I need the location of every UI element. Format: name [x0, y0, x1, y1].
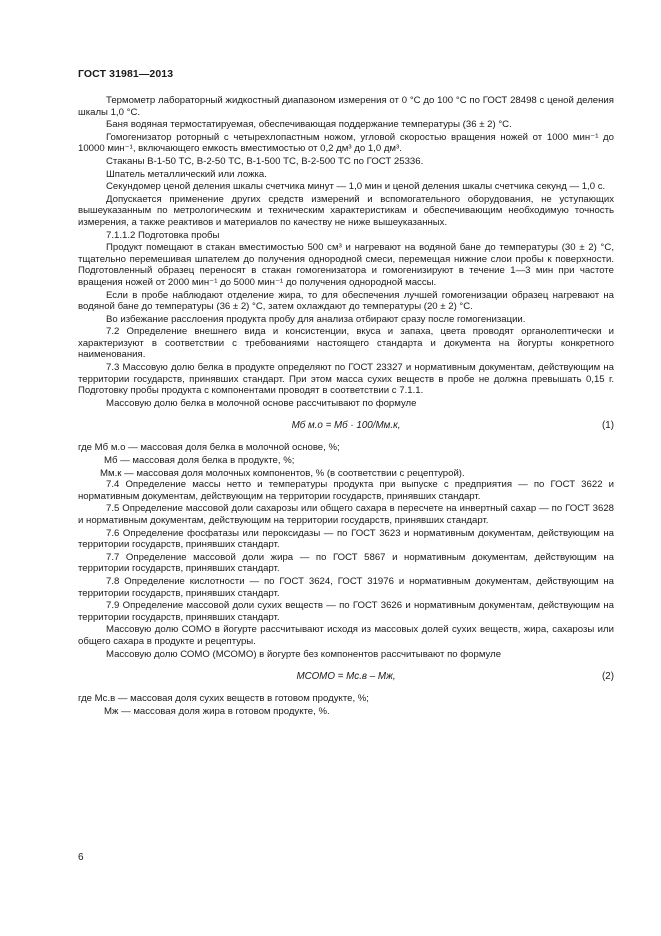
paragraph: 7.5 Определение массовой доли сахарозы или общего сахара в пересчете на инвертный сахар — по ГОСТ 3628 и нормативным документам, действующим на территории государств, принявших стандарт.	[78, 503, 614, 526]
paragraph: Массовую долю белка в молочной основе рассчитывают по формуле	[106, 397, 417, 409]
formula-2-expression: MСОМО = Mс.в – Mж,	[296, 671, 396, 683]
paragraph: 7.3 Массовую долю белка в продукте определяют по ГОСТ 23327 и нормативным документам, действующим на территории государств, принявших стандарт. При этом масса сухих веществ в пробе не должна превышать 0,15 г. Подготовку пробы продукта с компонентами проводят в соответствии с 7.1.1.	[78, 362, 614, 397]
formula-2-number: (2)	[602, 671, 614, 683]
formula-1-number: (1)	[602, 420, 614, 432]
legend-line: где Mс.в — массовая доля сухих веществ в готовом продукте, %;	[78, 693, 369, 705]
paragraph: Продукт помещают в стакан вместимостью 500 см³ и нагревают на водяной бане до температуры (30 ± 2) °С, тщательно перемешивая шпателем до получения однородной смеси, перемещая нижние слои пробы к поверхности. Подготовленный образец переносят в стакан гомогенизатора и гомогенизируют в течение 1—3 мин при частоте вращения ножей от 2000 мин⁻¹ до 5000 мин⁻¹ до получения однородной массы.	[78, 242, 614, 288]
paragraph: Если в пробе наблюдают отделение жира, то для обеспечения лучшей гомогенизации образец нагревают на водяной бане до температуры (36 ± 2) °С, затем охлаждают до температуры (20 ± 2) °С.	[78, 289, 614, 313]
paragraph: Баня водяная термостатируемая, обеспечивающая поддержание температуры (36 ± 2) °С.	[106, 119, 512, 131]
paragraph: 7.2 Определение внешнего вида и консистенции, вкуса и запаха, цвета проводят органолептически и характеризуют в соответствии с требованиями настоящего стандарта и документа на йогурты конкретного наименования.	[78, 326, 614, 361]
paragraph: Термометр лабораторный жидкостный диапазоном измерения от 0 °С до 100 °С по ГОСТ 28498 с ценой деления шкалы 1,0 °С.	[78, 95, 614, 118]
paragraph: Гомогенизатор роторный с четырехлопастным ножом, угловой скоростью вращения ножей от 1000 мин⁻¹ до 10000 мин⁻¹, включающего емкость вместимостью от 0,2 дм³ до 1,0 дм³.	[78, 131, 614, 155]
formula-2-legend	[78, 693, 614, 717]
paragraph: Секундомер ценой деления шкалы счетчика минут — 1,0 мин и ценой деления шкалы счетчика секунд — 1,0 с.	[106, 181, 606, 193]
paragraph: 7.8 Определение кислотности — по ГОСТ 3624, ГОСТ 31976 и нормативным документам, действующим на территории государств, принявших стандарт.	[78, 575, 614, 599]
formula-1-legend	[78, 442, 614, 479]
legend-line: где Mб м.о — массовая доля белка в молочной основе, %;	[78, 442, 340, 454]
paragraph: Допускается применение других средств измерений и вспомогательного оборудования, не уступающих вышеуказанным по метрологическим и техническим характеристикам и обеспечивающим необходимую точность измерения, а также реактивов и материалов по качеству не ниже вышеуказанных.	[78, 193, 614, 228]
page-number: 6	[78, 852, 84, 863]
paragraph: 7.4 Определение массы нетто и температуры продукта при выпуске с предприятия — по ГОСТ 3622 и нормативным документам, действующим на территории государств, принявших стандарт.	[78, 479, 614, 502]
paragraph: Массовую долю СОМО (MСОМО) в йогурте без компонентов рассчитывают по формуле	[106, 648, 502, 660]
paragraph: 7.6 Определение фосфатазы или пероксидазы — по ГОСТ 3623 и нормативным документам, действующим на территории государств, принявших стандарт.	[78, 527, 614, 551]
section-heading: 7.1.1.2 Подготовка пробы	[106, 229, 220, 241]
legend-line: Mж — массовая доля жира в готовом продукте, %.	[104, 705, 330, 717]
page-header: ГОСТ 31981—2013	[78, 68, 174, 80]
formula-1	[78, 418, 614, 434]
paragraph: Стаканы В-1-50 ТС, В-2-50 ТС, В-1-500 ТС, В-2-500 ТС по ГОСТ 25336.	[106, 155, 424, 167]
paragraph: 7.9 Определение массовой доли сухих веществ — по ГОСТ 3626 и нормативным документам, действующим на территории государств, принявших стандарт.	[78, 600, 614, 623]
formula-2	[78, 669, 614, 685]
paragraph: Во избежание расслоения продукта пробу для анализа отбирают сразу после гомогенизации.	[106, 313, 526, 325]
legend-line: Mб — массовая доля белка в продукте, %;	[104, 455, 295, 467]
legend-line: Mм.к — массовая доля молочных компонентов, % (в соответствии с рецептурой).	[100, 467, 465, 479]
formula-1-expression: Mб м.о = Mб · 100/Mм.к,	[291, 420, 401, 432]
document-body	[78, 95, 614, 717]
paragraph: Массовую долю СОМО в йогурте рассчитывают исходя из массовых долей сухих веществ, жира, сахарозы или общего сахара в продукте и рецептуры.	[78, 624, 614, 647]
paragraph: Шпатель металлический или ложка.	[106, 168, 267, 180]
paragraph: 7.7 Определение массовой доли жира — по ГОСТ 5867 и нормативным документам, действующим на территории государств, принявших стандарт.	[78, 551, 614, 575]
